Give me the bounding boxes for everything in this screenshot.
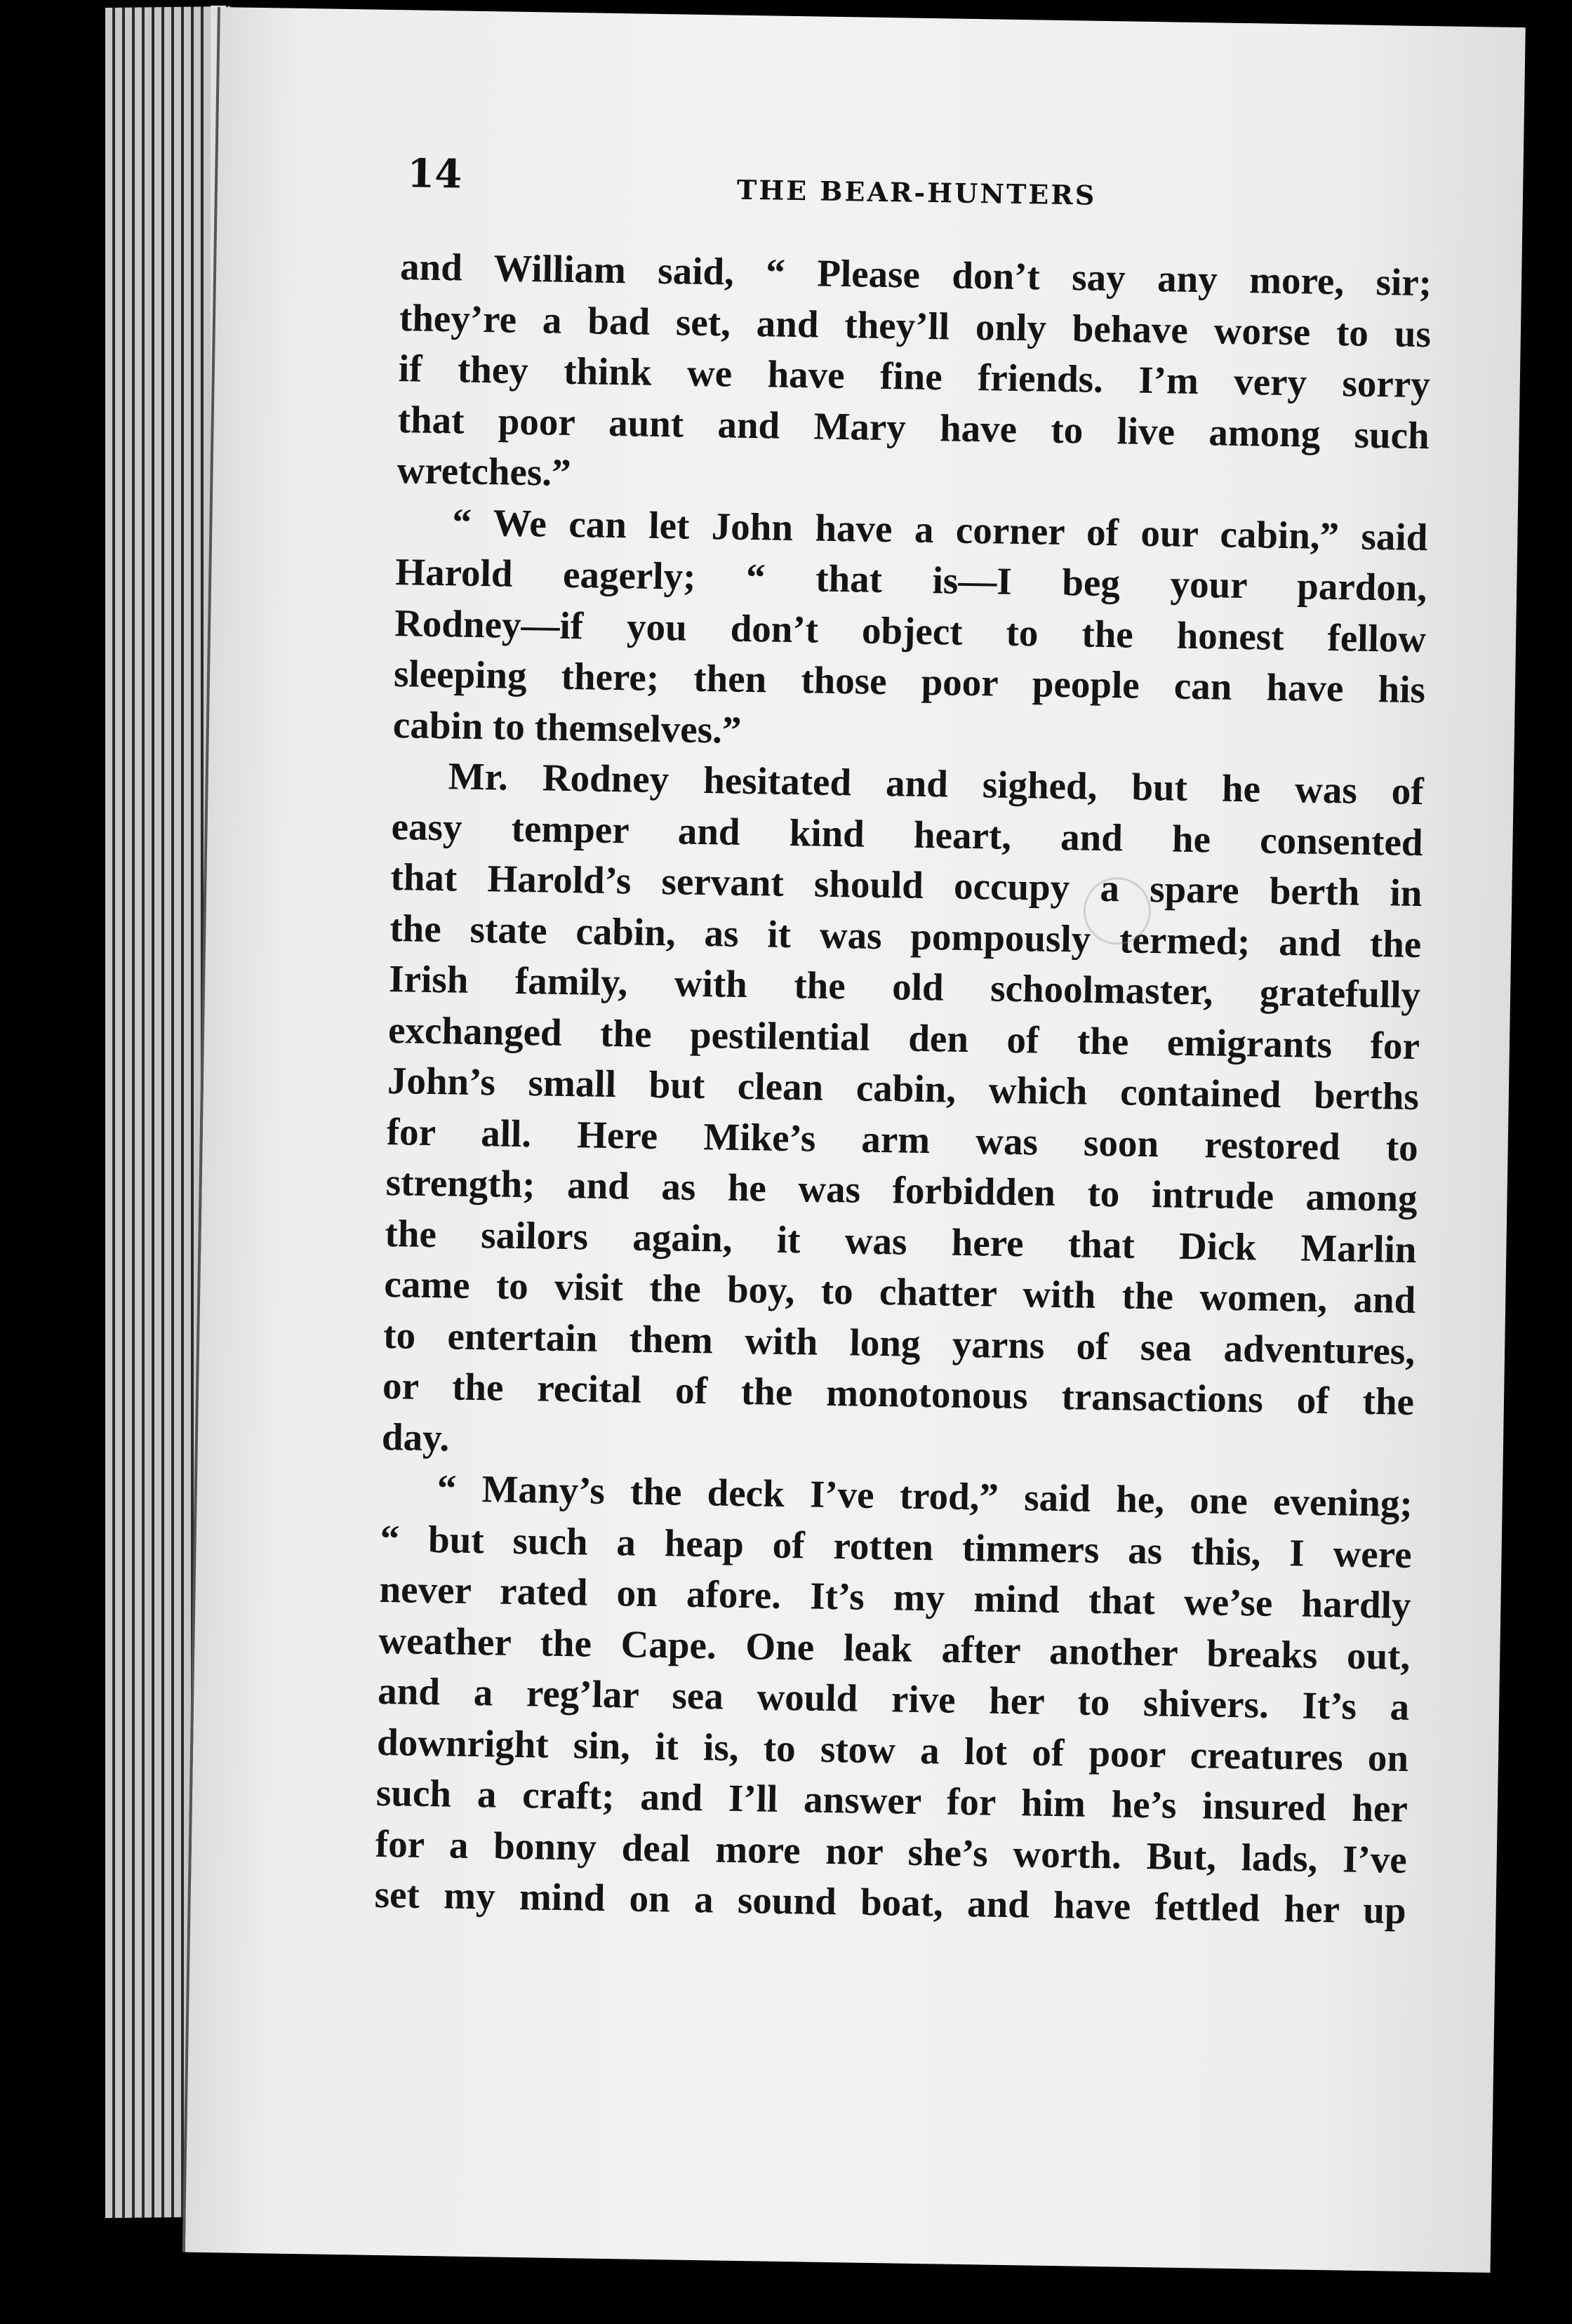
paragraph xyxy=(381,750,1424,1478)
paragraph xyxy=(397,241,1432,512)
text-line: came to visit the boy, to chatter with the women, and xyxy=(383,1262,1416,1322)
text-line: “ We can let John have a corner of our cabin,” said xyxy=(452,500,1428,559)
text-line: or the recital of the monotonous transactions of the xyxy=(382,1363,1415,1424)
text-line: for all. Here Mike’s arm was soon restored to xyxy=(386,1109,1419,1169)
body-text xyxy=(374,241,1432,1936)
text-line: the sailors again, it was here that Dick Marlin xyxy=(385,1211,1417,1271)
text-line: if they think we have fine friends. I’m very sorry xyxy=(398,347,1431,406)
text-line: “ Many’s the deck I’ve trod,” said he, one evening; xyxy=(437,1467,1413,1525)
text-line: Harold eagerly; “ that is—I beg your pardon, xyxy=(394,550,1427,610)
text-line: and a reg’lar sea would rive her to shivers. It’s a xyxy=(377,1669,1410,1728)
scan-border xyxy=(1530,0,1572,2324)
page-header xyxy=(407,150,1503,223)
text-line: strength; and as he was forbidden to intrude among xyxy=(385,1160,1418,1220)
text-line: never rated on afore. It’s my mind that we’se hardly xyxy=(379,1567,1411,1627)
text-line: set my mind on a sound boat, and have fettled her up xyxy=(374,1872,1407,1932)
text-line: to entertain them with long yarns of sea adventures, xyxy=(382,1313,1416,1373)
text-line: the state cabin, as it was pompously termed; and the xyxy=(389,906,1422,966)
text-line: that poor aunt and Mary have to live among such xyxy=(397,397,1430,457)
paragraph xyxy=(392,496,1428,767)
text-line: and William said, “ Please don’t say any more, sir; xyxy=(399,245,1432,305)
text-line: “ but such a heap of rotten timmers as this, I were xyxy=(380,1516,1413,1576)
paragraph xyxy=(374,1462,1413,1937)
text-line: they’re a bad set, and they’ll only behave worse to us xyxy=(399,295,1432,355)
page-number: 14 xyxy=(406,150,462,198)
text-line: wretches.” xyxy=(397,448,572,494)
text-line: cabin to themselves.” xyxy=(392,702,742,752)
text-line: exchanged the pestilential den of the emigrants for xyxy=(387,1008,1420,1067)
text-line: for a bonny deal more nor she’s worth. But, lads, I’ve xyxy=(375,1822,1408,1881)
text-line: sleeping there; then those poor people can have his xyxy=(393,652,1426,712)
text-line: Rodney—if you don’t object to the honest fellow xyxy=(394,601,1427,660)
text-line: day. xyxy=(381,1415,450,1459)
text-line: weather the Cape. One leak after another breaks out, xyxy=(378,1618,1411,1678)
text-line: downright sin, it is, to stow a lot of poor creatures on xyxy=(376,1720,1409,1779)
running-title: THE BEAR-HUNTERS xyxy=(736,173,1097,211)
text-line: Irish family, with the old schoolmaster, gratefully xyxy=(388,957,1421,1017)
text-line: that Harold’s servant should occupy a spare berth in xyxy=(390,855,1423,915)
text-line: John’s small but clean cabin, which contained berths xyxy=(387,1058,1420,1118)
text-line: Mr. Rodney hesitated and sighed, but he was of xyxy=(448,754,1425,813)
text-line: such a craft; and I’ll answer for him he’s insured her xyxy=(375,1770,1408,1830)
text-line: easy temper and kind heart, and he consented xyxy=(391,804,1423,864)
book-page xyxy=(182,7,1526,2273)
